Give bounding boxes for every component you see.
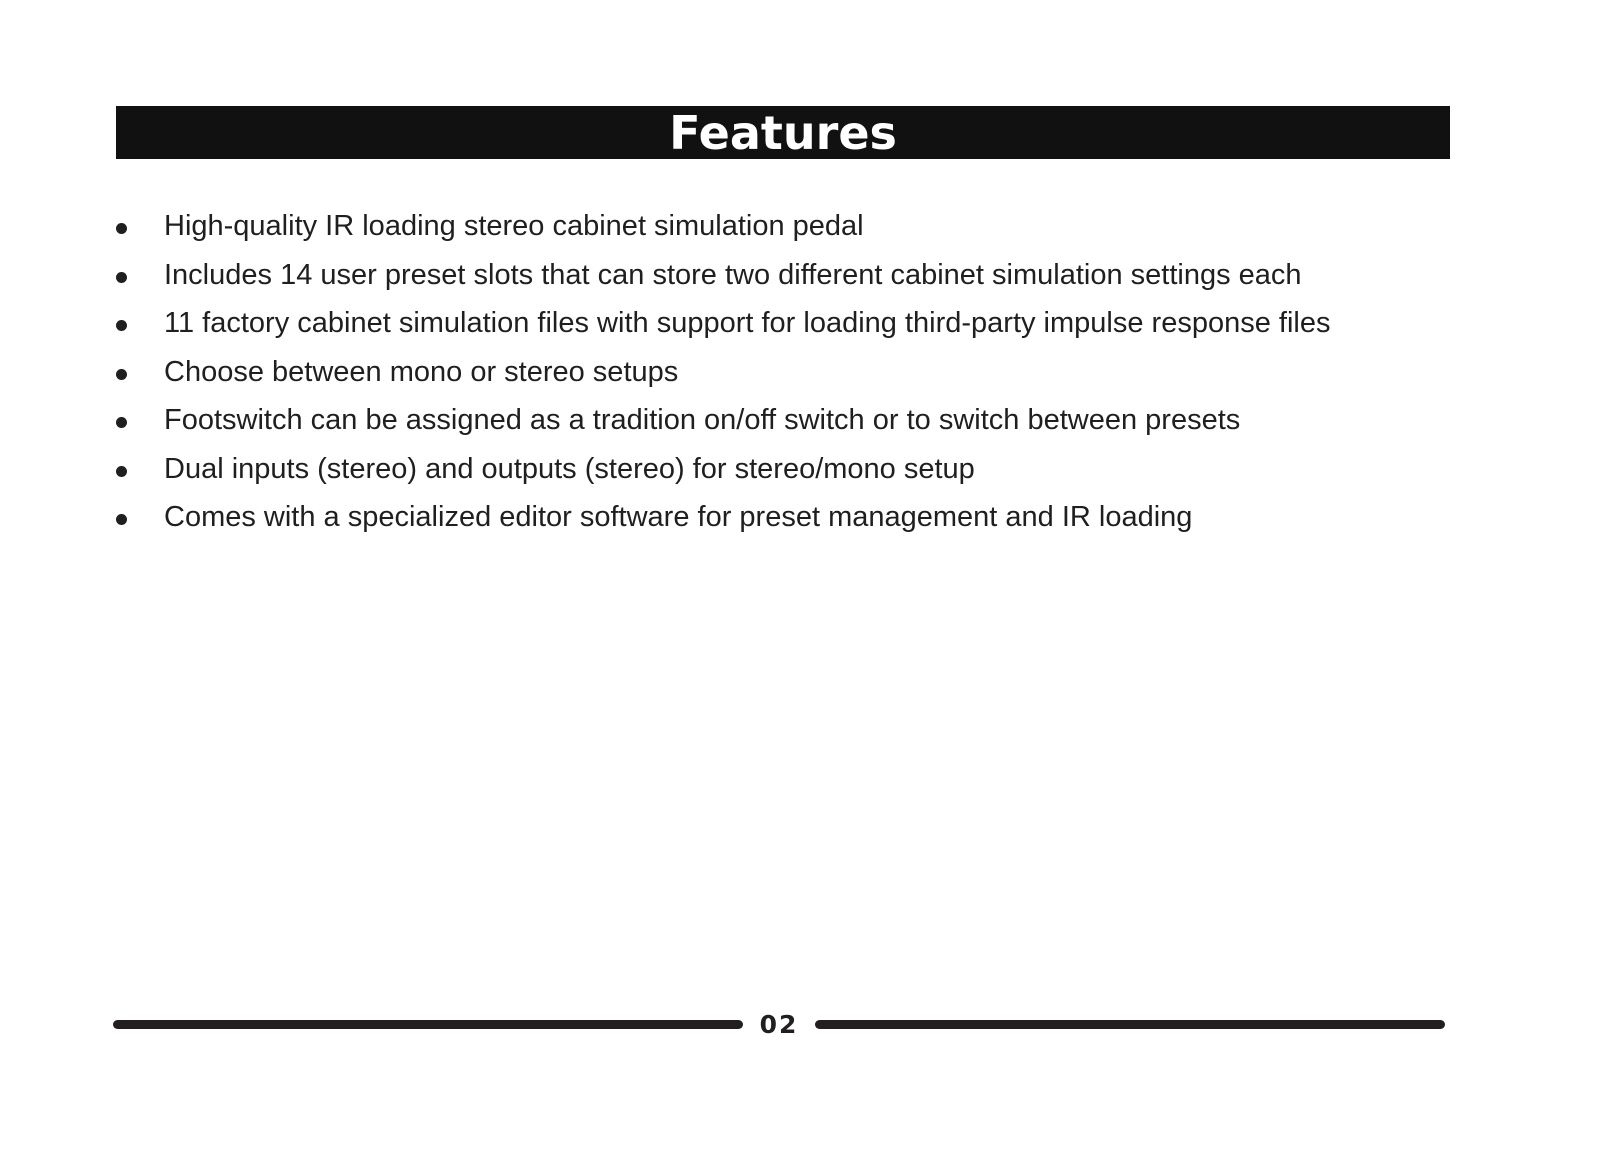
- list-item: [112, 445, 1512, 494]
- bullet-icon: [116, 369, 127, 380]
- feature-text: Comes with a specialized editor software for preset management and IR loading: [164, 501, 1193, 533]
- section-title-bar: [116, 106, 1450, 159]
- list-item: [112, 299, 1512, 348]
- page-number: 02: [759, 1010, 799, 1039]
- bullet-icon: [116, 417, 127, 428]
- list-item: [112, 251, 1512, 300]
- footer-rule-right: [815, 1020, 1445, 1029]
- page-title: Features: [669, 106, 897, 160]
- list-item: [112, 348, 1512, 397]
- bullet-icon: [116, 320, 127, 331]
- list-item: [112, 202, 1512, 251]
- footer-rule-left: [113, 1020, 743, 1029]
- feature-text: High-quality IR loading stereo cabinet simulation pedal: [164, 210, 864, 242]
- feature-text: Choose between mono or stereo setups: [164, 355, 679, 388]
- bullet-icon: [116, 514, 127, 525]
- bullet-icon: [116, 223, 127, 234]
- feature-text: 11 factory cabinet simulation files with support for loading third-party impulse response files: [164, 307, 1331, 339]
- bullet-icon: [116, 466, 127, 477]
- feature-list: [112, 202, 1512, 542]
- bullet-icon: [116, 272, 127, 283]
- feature-text: Dual inputs (stereo) and outputs (stereo) for stereo/mono setup: [164, 452, 975, 485]
- list-item: [112, 396, 1512, 445]
- feature-text: Footswitch can be assigned as a tradition on/off switch or to switch between presets: [164, 404, 1241, 436]
- list-item: [112, 493, 1512, 542]
- feature-text: Includes 14 user preset slots that can store two different cabinet simulation settings each: [164, 258, 1302, 291]
